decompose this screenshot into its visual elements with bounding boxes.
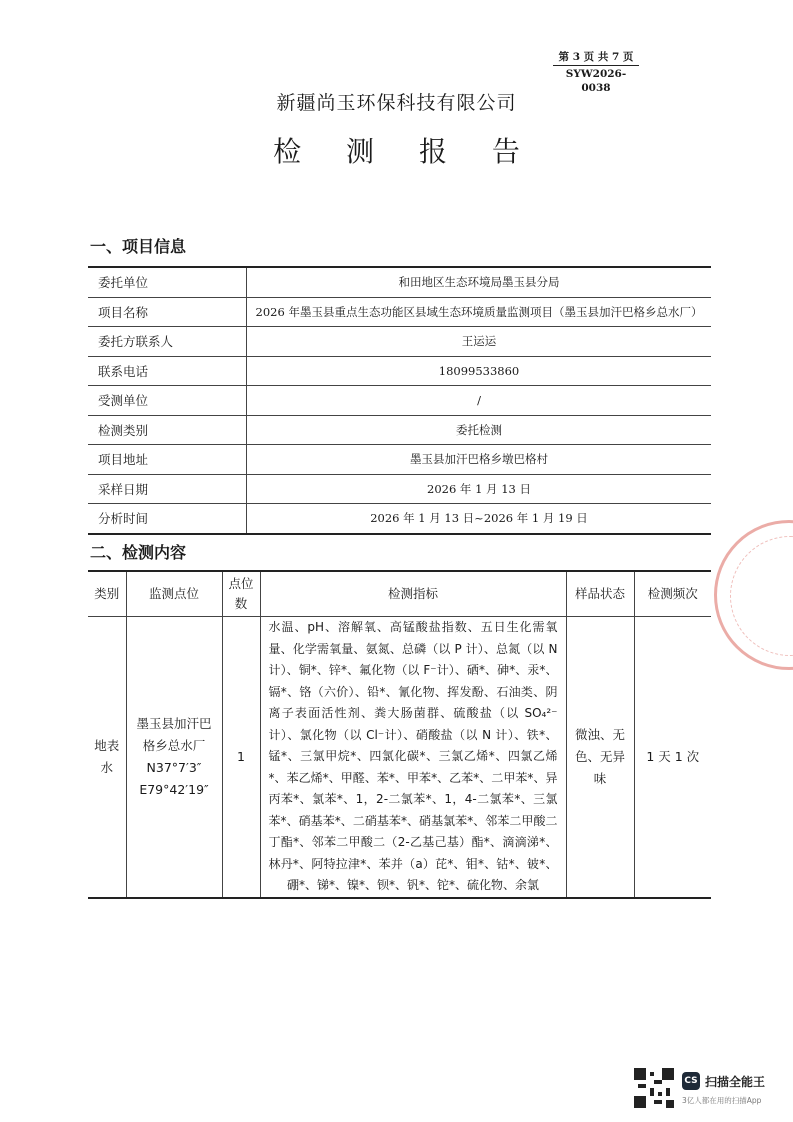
info-label: 采样日期 [88, 474, 247, 504]
site-longitude: E79°42′19″ [139, 781, 209, 797]
cell-points: 1 [222, 617, 260, 898]
project-info-table [88, 266, 711, 535]
info-value: 2026 年墨玉县重点生态功能区县域生态环境质量监测项目（墨玉县加汗巴格乡总水厂） [247, 297, 712, 327]
table-row [88, 617, 711, 898]
info-label: 检测类别 [88, 415, 247, 445]
table-row [88, 504, 711, 534]
info-value: 2026 年 1 月 13 日~2026 年 1 月 19 日 [247, 504, 712, 534]
table-row [88, 445, 711, 475]
table-row [88, 267, 711, 297]
table-row [88, 327, 711, 357]
info-value: 2026 年 1 月 13 日 [247, 474, 712, 504]
info-label: 分析时间 [88, 504, 247, 534]
cell-frequency: 1 天 1 次 [634, 617, 711, 898]
info-value: 墨玉县加汗巴格乡墩巴格村 [247, 445, 712, 475]
table-row [88, 386, 711, 416]
info-value: 委托检测 [247, 415, 712, 445]
info-value: / [247, 386, 712, 416]
cs-logo-icon: CS [682, 1072, 700, 1090]
scanner-app-brand [682, 1072, 765, 1090]
report-title: 检 测 报 告 [273, 135, 538, 168]
section1-heading: 一、项目信息 [90, 237, 187, 256]
table-row [88, 297, 711, 327]
info-label: 联系电话 [88, 356, 247, 386]
qr-code-icon [634, 1068, 674, 1108]
info-label: 受测单位 [88, 386, 247, 416]
info-label: 委托单位 [88, 267, 247, 297]
company-name: 新疆尚玉环保科技有限公司 [276, 92, 517, 114]
page-number-divider [553, 65, 639, 66]
site-name: 墨玉县加汗巴格乡总水厂 [136, 715, 212, 753]
detection-content-table [88, 570, 711, 899]
cell-indicators: 水温、pH、溶解氧、高锰酸盐指数、五日生化需氧量、化学需氧量、氨氮、总磷（以 P 计）、总氮（以 N 计）、铜*、锌*、氟化物（以 F⁻计）、硒*、砷*、汞*、镉*、铬（六价）、铅*、氰化物、挥发酚、石油类、阴离子表面活性剂、粪大肠菌群、硫酸盐（以 SO₄²⁻计）、氯化物（以 Cl⁻计）、硝酸盐（以 N 计）、铁*、锰*、三氯甲烷*、四氯化碳*、三氯乙烯*、四氯乙烯*、苯乙烯*、甲醛、苯*、甲苯*、乙苯*、二甲苯*、异丙苯*、氯苯*、1，2-二氯苯*、1，4-二氯苯*、三氯苯*、硝基苯*、二硝基苯*、硝基氯苯*、邻苯二甲酸二丁酯*、邻苯二甲酸二（2-乙基己基）酯*、滴滴涕*、林丹*、阿特拉津*、苯并（a）芘*、钼*、钴*、铍*、硼*、锑*、镍*、钡*、钒*、铊*、硫化物、余氯 [260, 617, 566, 898]
page-number: 第 3 页 共 7 页 [558, 51, 634, 63]
info-label: 项目地址 [88, 445, 247, 475]
col-header-site: 监测点位 [126, 571, 222, 617]
brand-tagline: 3亿人都在用的扫描App [682, 1096, 762, 1105]
col-header-sample-state: 样品状态 [566, 571, 634, 617]
info-label: 委托方联系人 [88, 327, 247, 357]
table-row [88, 474, 711, 504]
table-header-row [88, 571, 711, 617]
info-value: 王运运 [247, 327, 712, 357]
report-code: SYW2026-0038 [565, 68, 627, 94]
table-row [88, 356, 711, 386]
section2-heading: 二、检测内容 [90, 543, 187, 562]
info-label: 项目名称 [88, 297, 247, 327]
cell-category: 地表水 [88, 617, 126, 898]
info-value: 18099533860 [247, 356, 712, 386]
info-value: 和田地区生态环境局墨玉县分局 [247, 267, 712, 297]
col-header-points: 点位数 [222, 571, 260, 617]
col-header-indicators: 检测指标 [260, 571, 566, 617]
col-header-category: 类别 [88, 571, 126, 617]
brand-name: 扫描全能王 [705, 1074, 766, 1089]
site-latitude: N37°7′3″ [146, 759, 202, 775]
col-header-frequency: 检测频次 [634, 571, 711, 617]
cell-site [126, 617, 222, 898]
table-row [88, 415, 711, 445]
cell-sample-state: 微浊、无色、无异味 [566, 617, 634, 898]
